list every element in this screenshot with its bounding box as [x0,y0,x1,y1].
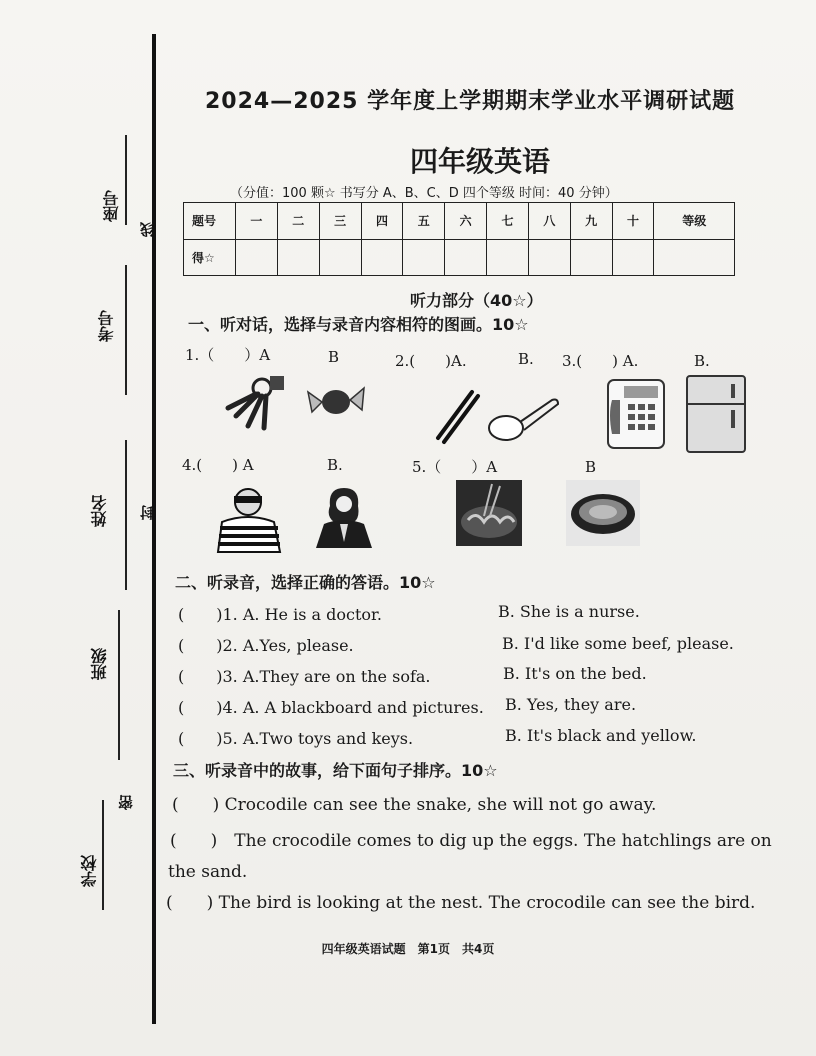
binding-line [152,34,156,1024]
candy-icon [306,378,366,430]
score-cell[interactable] [487,239,529,276]
exam-info: （分值：100 颗☆ 书写分 A、B、C、D 四个等级 时间：40 分钟） [230,186,618,201]
page-footer: 四年级英语试题 第1页 共4页 [321,942,495,956]
s2-q5-option-b: B. It's black and yellow. [505,726,697,745]
field-exam-number-label: 考号 [97,310,116,342]
s2-q5-option-a: ( )5. A.Two toys and keys. [178,729,414,748]
exam-title: 2024—2025 学年度上学期期末学业水平调研试题 [205,89,736,114]
q4-label-b: B. [327,456,343,474]
score-col: 五 [403,203,445,240]
telephone-icon [604,378,668,450]
woman-dark-coat-icon [310,484,376,550]
q5-label-a: 5.（ ）A [412,458,498,476]
q3-label-a: 3.( ) A. [562,352,639,370]
score-cell[interactable] [654,239,735,276]
score-col: 等级 [654,203,735,240]
score-cell[interactable] [403,239,445,276]
s3-line-4: ( ) The bird is looking at the nest. The crocodile can see the bird. [166,893,756,913]
q1-label-a: 1.（ ）A [185,346,271,364]
s2-q2-option-b: B. I'd like some beef, please. [502,634,734,653]
q2-label-b: B. [518,350,534,368]
field-rule [102,800,104,910]
section3-title: 三、听录音中的故事，给下面句子排序。10☆ [173,761,498,780]
keys-icon [222,372,286,434]
score-cell[interactable] [277,239,319,276]
chopsticks-icon [432,388,482,446]
s2-q1-option-a: ( )1. A. He is a doctor. [178,605,382,624]
field-rule [125,135,127,225]
score-cell[interactable] [361,239,403,276]
score-table-score-row [184,239,735,276]
score-col: 十 [612,203,654,240]
field-rule [118,610,120,760]
score-table-row-label: 得☆ [184,239,236,276]
spoon-icon [486,392,562,444]
q4-label-a: 4.( ) A [182,456,254,474]
field-seat-label: 座号 [102,190,121,222]
listening-title: 听力部分（40☆） [410,291,543,310]
q3-label-b: B. [694,352,710,370]
score-col: 七 [487,203,529,240]
score-table-header-row [184,203,735,240]
score-cell[interactable] [570,239,612,276]
q2-label-a: 2.( )A. [395,352,467,370]
s3-line-1: ( ) Crocodile can see the snake, she will not go away. [172,795,657,815]
score-col: 八 [528,203,570,240]
score-cell[interactable] [445,239,487,276]
soup-bowl-photo-icon [566,480,640,546]
binding-char-seal: 封 [139,505,157,520]
score-col: 二 [277,203,319,240]
score-col: 四 [361,203,403,240]
q1-label-b: B [328,348,340,366]
score-table [183,202,735,276]
s2-q4-option-a: ( )4. A. A blackboard and pictures. [178,698,484,717]
q5-label-b: B [585,458,597,476]
field-rule [125,265,127,395]
exam-subtitle: 四年级英语 [409,145,550,178]
field-name-label: 姓名 [90,495,109,527]
s2-q1-option-b: B. She is a nurse. [498,602,640,621]
s3-line-3: the sand. [168,862,248,882]
field-class-label: 班级 [90,648,109,680]
binding-char-line: 线 [139,222,157,237]
score-cell[interactable] [236,239,278,276]
s3-line-2: ( ) The crocodile comes to dig up the eggs. The hatchlings are on [170,831,772,851]
section2-title: 二、听录音，选择正确的答语。10☆ [175,573,436,592]
s2-q3-option-a: ( )3. A.They are on the sofa. [178,667,431,686]
noodles-photo-icon [456,480,522,546]
s2-q3-option-b: B. It's on the bed. [503,664,647,683]
score-table-row-label: 题号 [184,203,236,240]
score-col: 九 [570,203,612,240]
s2-q4-option-b: B. Yes, they are. [505,695,637,714]
section1-title: 一、听对话，选择与录音内容相符的图画。10☆ [188,315,529,334]
field-school-label: 学校 [80,855,99,887]
score-col: 三 [319,203,361,240]
score-col: 六 [445,203,487,240]
score-col: 一 [236,203,278,240]
field-rule [125,440,127,590]
refrigerator-icon [683,374,749,454]
man-striped-shirt-icon [210,484,290,554]
binding-char-secret: 密 [117,795,135,810]
score-cell[interactable] [319,239,361,276]
score-cell[interactable] [612,239,654,276]
score-cell[interactable] [528,239,570,276]
s2-q2-option-a: ( )2. A.Yes, please. [178,636,354,655]
